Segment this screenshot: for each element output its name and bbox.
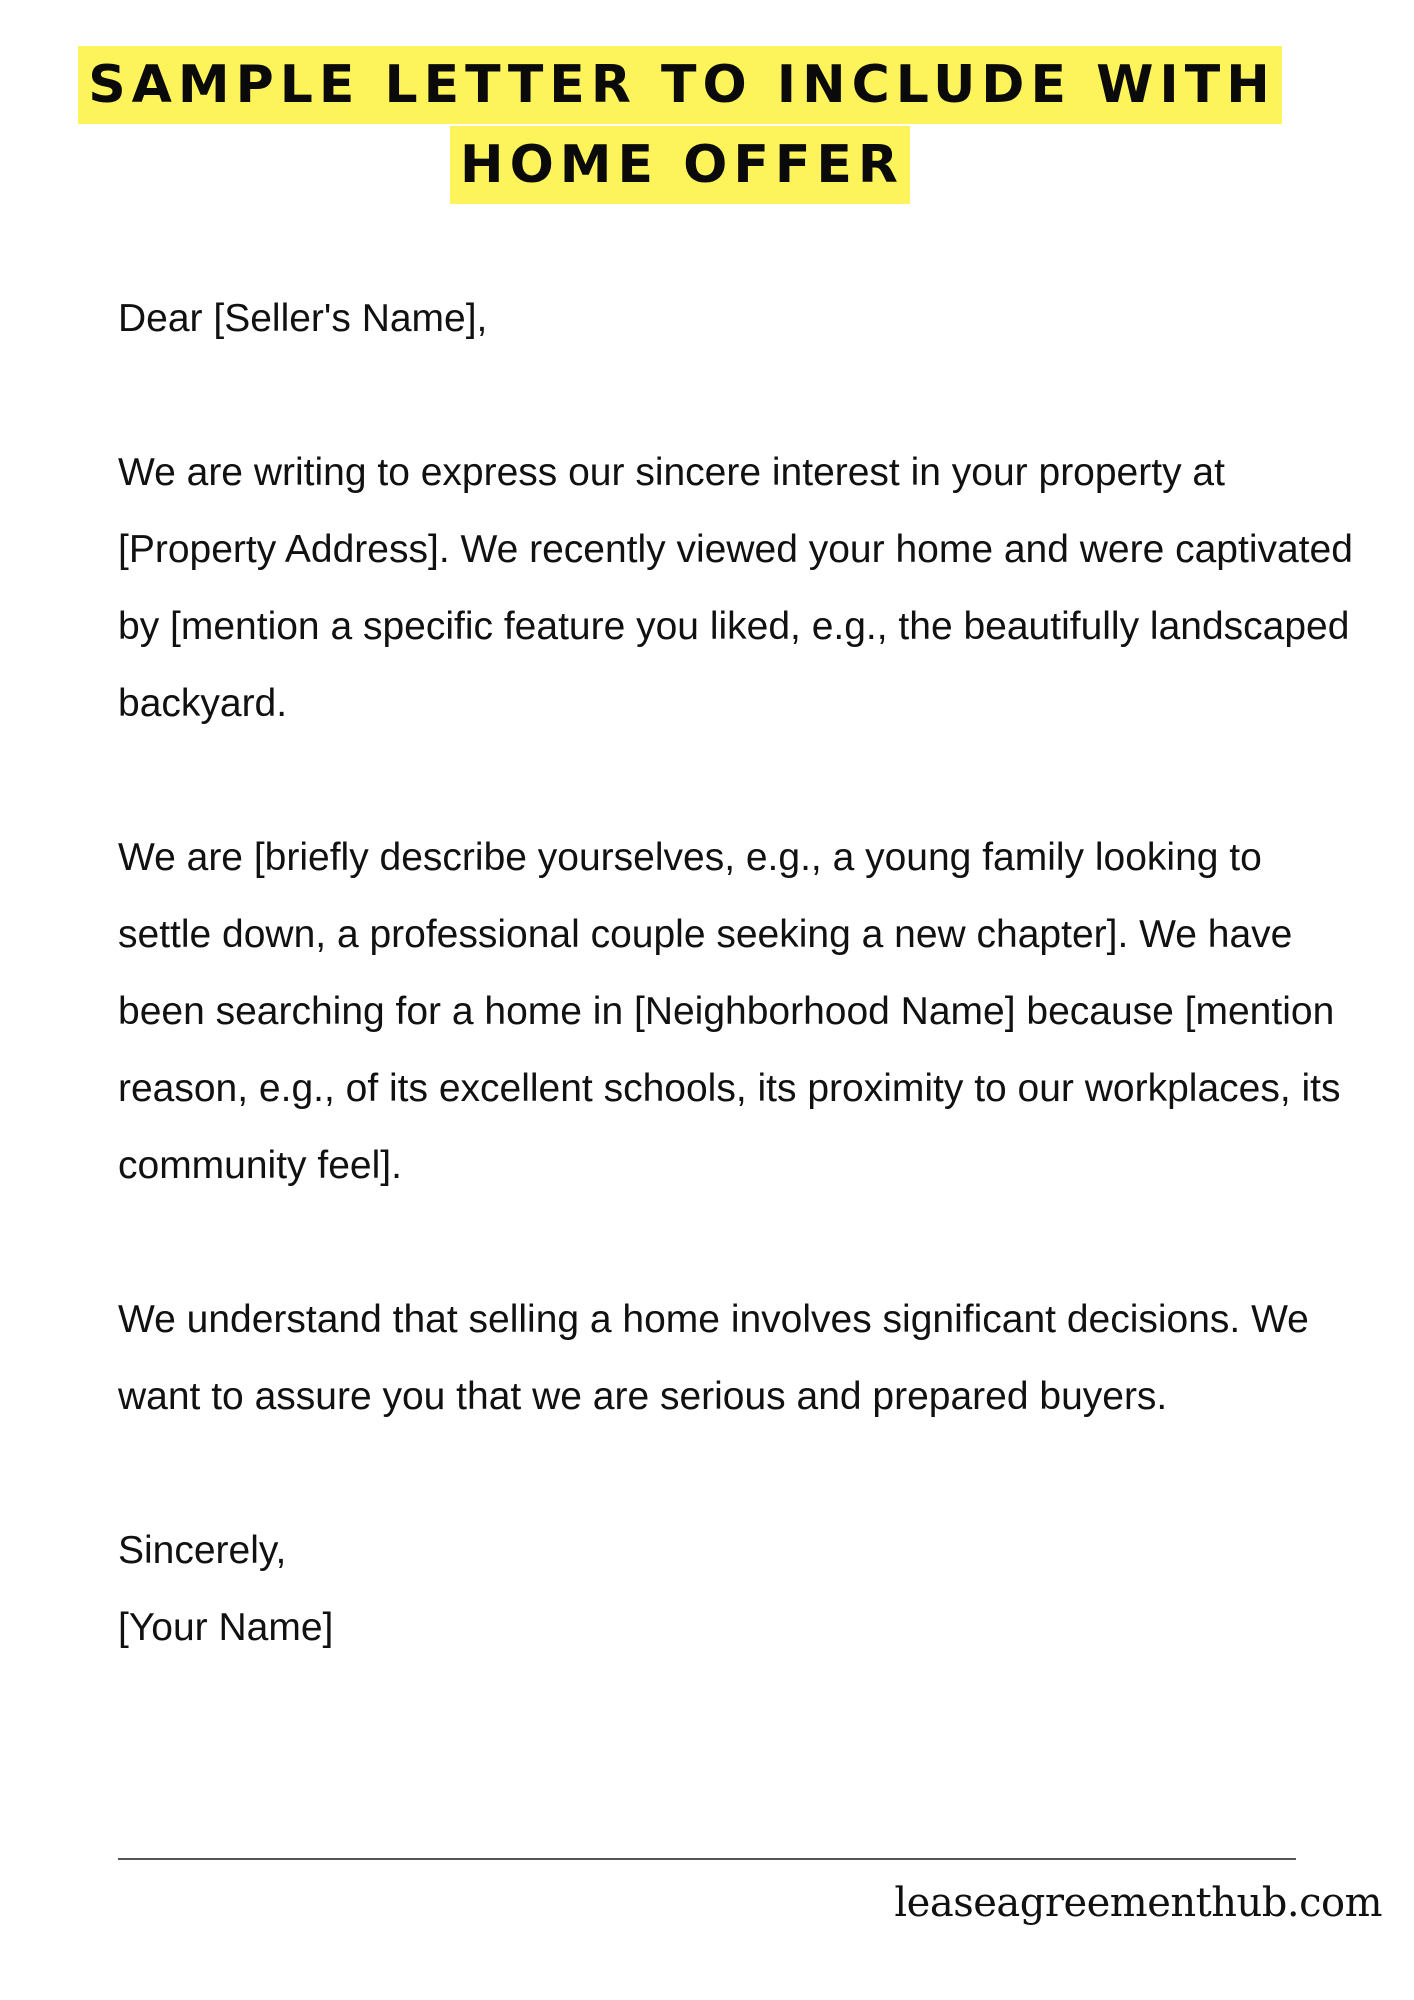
- footer-brand: leaseagreementhub.com: [894, 1880, 1382, 1926]
- page-title: [0, 46, 1360, 206]
- title-line-2: HOME OFFER: [450, 126, 910, 204]
- closing-block: [118, 1512, 1358, 1666]
- closing: Sincerely,: [118, 1529, 287, 1572]
- paragraph-about-us: We are [briefly describe yourselves, e.g., a young family looking to settle down, a professional couple seeking a new chapter]. We have been searching for a home in [Neighborhood Name] because [mention reason, e.g., of its excellent schools, its proximity to our workplaces, its community feel].: [118, 836, 1341, 1187]
- title-line-1: SAMPLE LETTER TO INCLUDE WITH: [78, 46, 1282, 124]
- paragraph-interest: We are writing to express our sincere interest in your property at [Property Address]. We recently viewed your home and were captivated by [mention a specific feature you liked, e.g., the beautifully landscaped backyard.: [118, 451, 1353, 725]
- signature: [Your Name]: [118, 1606, 334, 1649]
- paragraph-assurance: We understand that selling a home involves significant decisions. We want to assure you that we are serious and prepared buyers.: [118, 1298, 1309, 1418]
- letter-body: [118, 280, 1358, 1666]
- footer-divider: [118, 1858, 1296, 1860]
- salutation: Dear [Seller's Name],: [118, 297, 488, 340]
